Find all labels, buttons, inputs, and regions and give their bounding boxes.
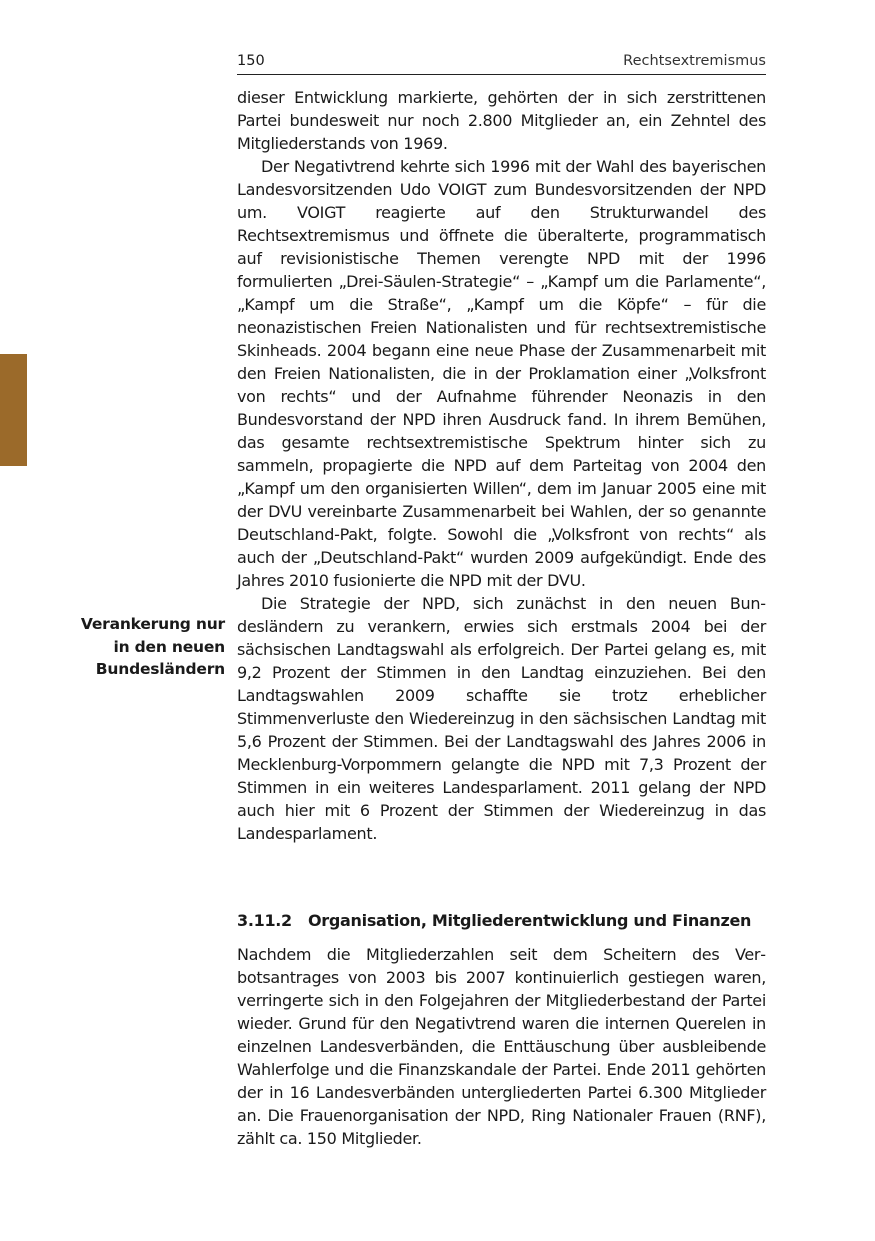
body-text-block [237,86,766,845]
subsection-title: Organisation, Mitgliederentwicklung und Finanzen [308,911,752,930]
subsection-heading [237,909,766,932]
body-paragraph: dieser Entwicklung markierte, gehörten der in sich zerstrittenen Partei bundesweit nur noch 2.800 Mitglieder an, ein Zehntel des Mitgliederstands von 1969. [237,88,766,153]
chapter-thumb-tab [0,354,27,466]
subsection-text-block [237,943,766,1150]
marginal-note-line: in den neuen [113,637,225,656]
body-paragraph: Die Strategie der NPD, sich zunächst in den neuen Bundesländern zu verankern, erwies sich erstmals 2004 bei der sächsischen Landtagswahl als erfolgreich. Der Partei gelang es, mit 9,2 Prozent der Stimmen in den Landtag einzuziehen. Bei den Landtagswahlen 2009 schaffte sie trotz erheblicher Stimmenverluste den Wiedereinzug in den sächsischen Landtag mit 5,6 Prozent der Stimmen. Bei der Landtagswahl des Jahres 2006 in Mecklenburg-Vorpommern gelangte die NPD mit 7,3 Prozent der Stimmen in ein weiteres Landesparlament. 2011 gelang der NPD auch hier mit 6 Prozent der Stimmen der Wiedereinzug in das Landesparlament. [237,594,766,843]
body-paragraph: Der Negativtrend kehrte sich 1996 mit der Wahl des bayerischen Landesvorsitzenden Udo VOIGT zum Bundesvorsitzenden der NPD um. VOIGT reagierte auf den Strukturwandel des Rechtsextremismus und öffnete die überalterte, programmatisch auf revisionistische Themen verengte NPD mit der 1996 formulierten „Drei-Säulen-Strategie“ – „Kampf um die Parlamente“, „Kampf um die Straße“, „Kampf um die Köpfe“ – für die neonazistischen Freien Nationalisten und für rechtsextremistische Skinheads. 2004 begann eine neue Phase der Zusammenarbeit mit den Freien Nationalisten, die in der Proklamation einer „Volksfront von rechts“ und der Aufnahme führender Neonazis in den Bundesvorstand der NPD ihren Ausdruck fand. In ihrem Bemühen, das gesamte rechtsextremistische Spektrum hinter sich zu sammeln, propagierte die NPD auf dem Parteitag von 2004 den „Kampf um den organisierten Willen“, dem im Januar 2005 eine mit der DVU vereinbarte Zusammenarbeit bei Wahlen, der so genannte Deutschland-Pakt, folgte. Sowohl die „Volksfront von rechts“ als auch der „Deutschland-Pakt“ wurden 2009 aufgekündigt. Ende des Jahres 2010 fusionierte die NPD mit der DVU. [237,157,766,590]
subsection-number: 3.11.2 [237,911,292,930]
marginal-note [40,613,225,681]
marginal-note-line: Bundesländern [95,660,225,678]
body-paragraph: Nachdem die Mitgliederzahlen seit dem Scheitern des Verbotsantrages von 2003 bis 2007 kontinuierlich gestiegen waren, verringerte sich in den Folgejahren der Mitgliederbestand der Partei wieder. Grund für den Negativtrend waren die internen Querelen in einzelnen Landesverbänden, die Enttäuschung über ausbleibende Wahlerfolge und die Finanzskandale der Partei. Ende 2011 gehörten der in 16 Landesverbänden untergliederten Partei 6.300 Mitglieder an. Die Frauenorganisation der NPD, Ring Nationaler Frauen (RNF), zählt ca. 150 Mitglieder. [237,945,766,1148]
marginal-note-line: Verankerung nur [80,615,225,633]
running-head-title: Rechtsextremismus [623,53,766,69]
running-head [237,50,766,75]
page-number: 150 [237,53,265,69]
